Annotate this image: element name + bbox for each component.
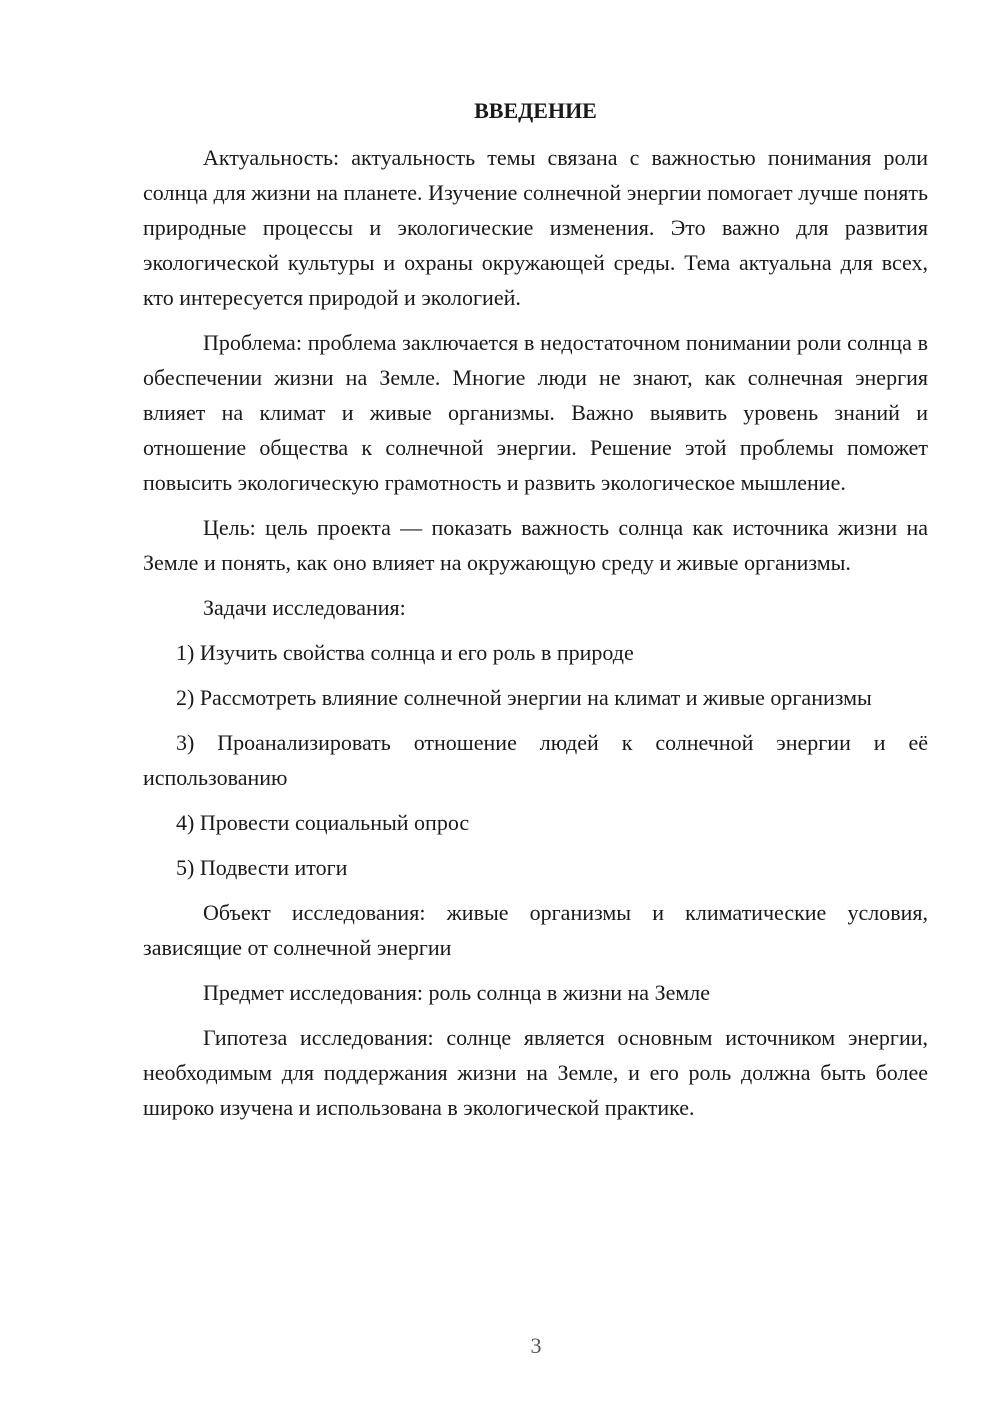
task-item: 5) Подвести итоги	[176, 855, 348, 880]
problem-paragraph: Проблема: проблема заключается в недостаточном понимании роли солнца в обеспечении жизни на Земле. Многие люди не знают, как солнечная энергия влияет на климат и живые организмы. Важно выявить уровень знаний и отношение общества к солнечной энергии. Решение этой проблемы поможет повысить экологическую грамотность и развить экологическое мышление.	[143, 330, 928, 495]
task-item: 1) Изучить свойства солнца и его роль в природе	[176, 640, 634, 665]
section-title: ВВЕДЕНИЕ	[474, 98, 597, 123]
hypothesis-paragraph: Гипотеза исследования: солнце является основным источником энергии, необходимым для поддержания жизни на Земле, и его роль должна быть более широко изучена и использована в экологической практике.	[143, 1025, 928, 1120]
document-page	[143, 96, 928, 1125]
research-object-paragraph: Объект исследования: живые организмы и климатические условия, зависящие от солнечной энергии	[143, 900, 928, 960]
task-item: 4) Провести социальный опрос	[176, 810, 470, 835]
task-item: 2) Рассмотреть влияние солнечной энергии на климат и живые организмы	[176, 685, 872, 710]
task-item: 3) Проанализировать отношение людей к солнечной энергии и её использованию	[143, 730, 928, 790]
page-number: 3	[530, 1333, 542, 1358]
research-subject-paragraph: Предмет исследования: роль солнца в жизни на Земле	[203, 980, 711, 1005]
relevance-paragraph: Актуальность: актуальность темы связана с важностью понимания роли солнца для жизни на планете. Изучение солнечной энергии помогает лучше понять природные процессы и экологические изменения. Это важно для развития экологической культуры и охраны окружающей среды. Тема актуальна для всех, кто интересуется природой и экологией.	[143, 145, 928, 310]
tasks-heading: Задачи исследования:	[203, 595, 406, 620]
goal-paragraph: Цель: цель проекта — показать важность солнца как источника жизни на Земле и понять, как оно влияет на окружающую среду и живые организмы.	[143, 515, 928, 575]
